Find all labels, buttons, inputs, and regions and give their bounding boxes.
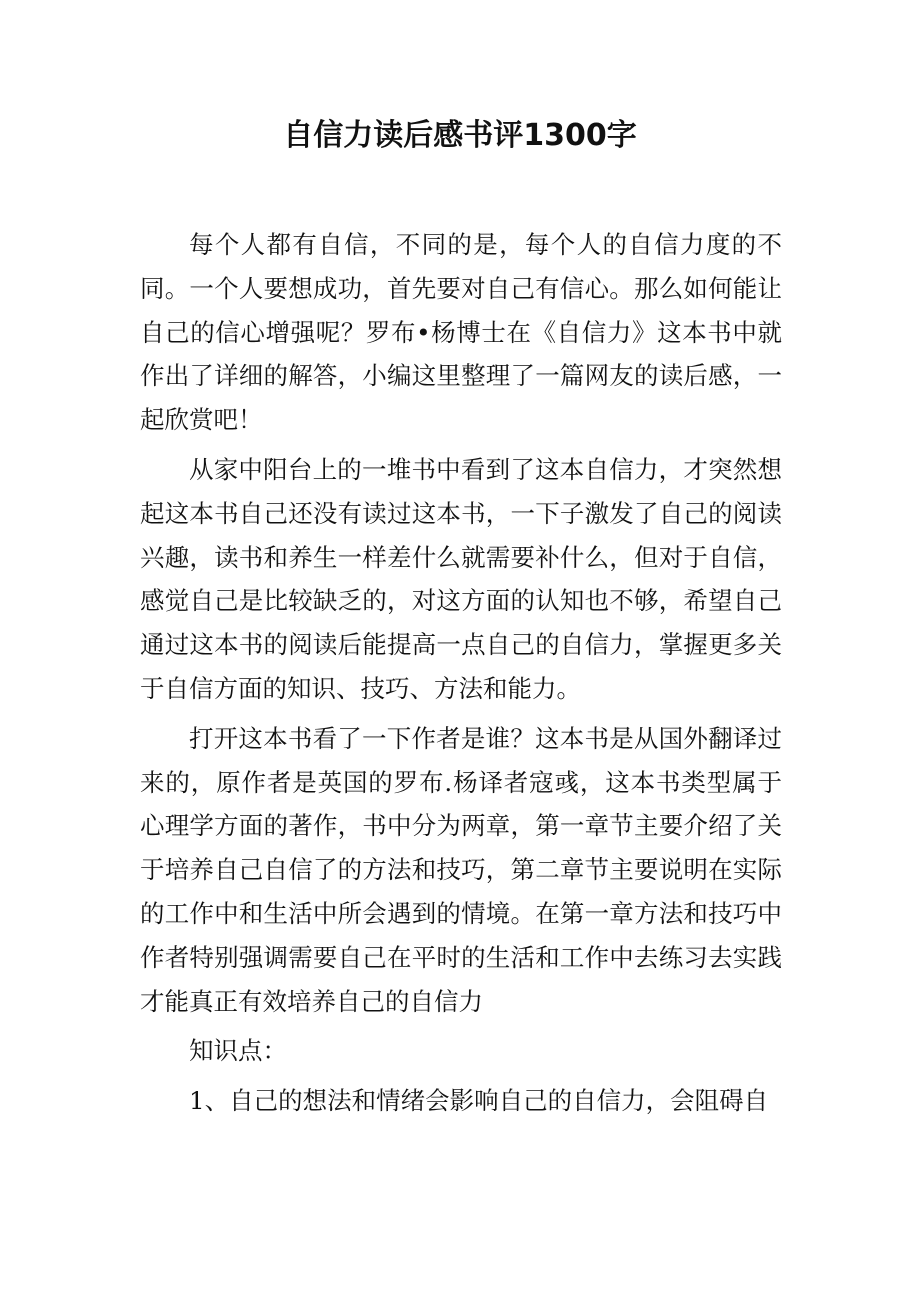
paragraph-knowledge-heading: 知识点： — [189, 1036, 287, 1066]
document-title: 自信力读后感书评1300字 — [283, 118, 637, 153]
paragraph-intro: 每个人都有自信，不同的是，每个人的自信力度的不同。一个人要想成功，首先要对自己有信心。那么如何能让自己的信心增强呢？罗布•杨博士在《自信力》这本书中就作出了详细的解答，小编这里整理了一篇网友的读后感，一起欣赏吧！ — [140, 230, 782, 435]
paragraph-discovery: 从家中阳台上的一堆书中看到了这本自信力，才突然想起这本书自己还没有读过这本书，一下子激发了自己的阅读兴趣，读书和养生一样差什么就需要补什么，但对于自信，感觉自己是比较缺乏的，对这方面的认知也不够，希望自己通过这本书的阅读后能提高一点自己的自信力，掌握更多关于自信方面的知识、技巧、方法和能力。 — [140, 454, 782, 703]
paragraph-author: 打开这本书看了一下作者是谁？这本书是从国外翻译过来的，原作者是英国的罗布.杨译者寇彧，这本书类型属于心理学方面的著作，书中分为两章，第一章节主要介绍了关于培养自己自信了的方法和技巧，第二章节主要说明在实际的工作中和生活中所会遇到的情境。在第一章方法和技巧中作者特别强调需要自己在平时的生活和工作中去练习去实践才能真正有效培养自己的自信力 — [140, 723, 782, 1016]
paragraph-point-1: 1、自己的想法和情绪会影响自己的自信力，会阻碍自 — [189, 1086, 769, 1116]
document-body — [140, 223, 782, 1129]
